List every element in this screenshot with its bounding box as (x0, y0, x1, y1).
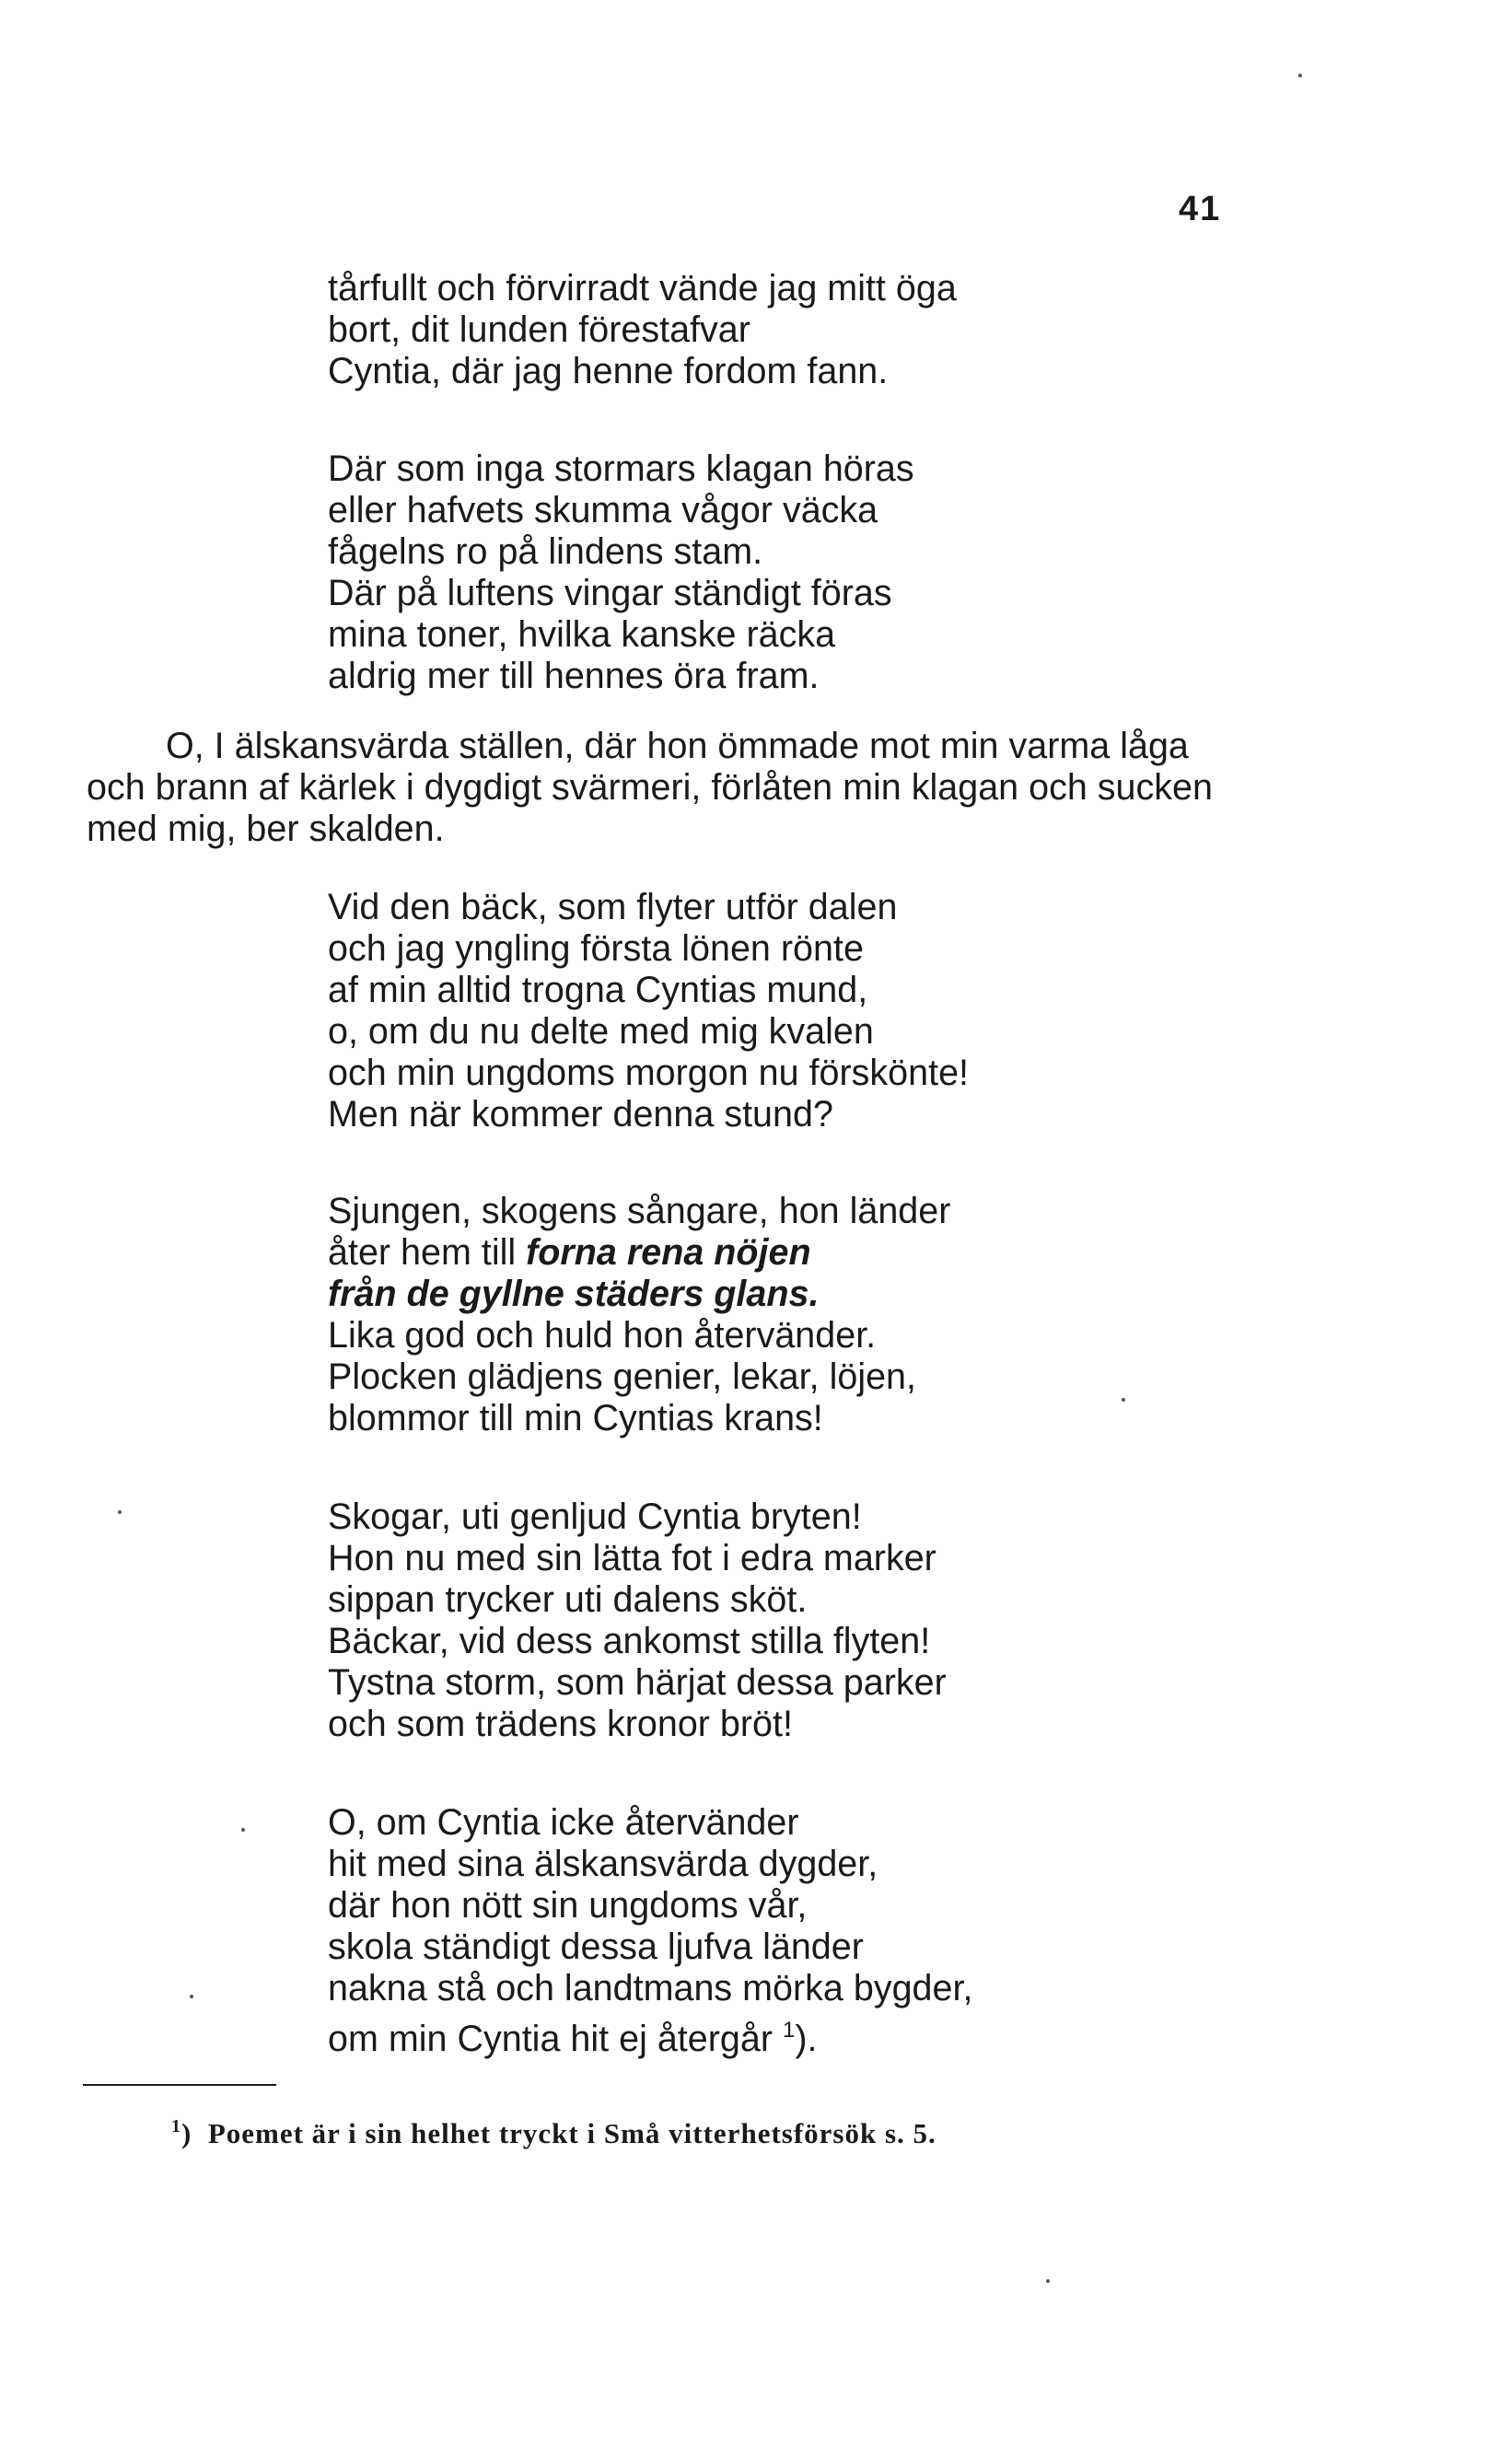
stanza-5 (328, 1496, 947, 1745)
verse-line: tårfullt och förvirradt vände jag mitt öga (328, 268, 957, 309)
scan-speck (1046, 2279, 1050, 2283)
verse-line: O, om Cyntia icke återvänder (328, 1802, 799, 1843)
verse-line: Tystna storm, som härjat dessa parker (328, 1662, 947, 1703)
verse-line: blommor till min Cyntias krans! (328, 1398, 823, 1438)
stanza-2 (328, 448, 914, 697)
verse-line: och jag yngling första lönen rönte (328, 928, 864, 969)
scan-speck (118, 1510, 122, 1514)
verse-line: Cyntia, där jag henne fordom fann. (328, 351, 889, 391)
verse-line: från de gyllne städers glans. (328, 1274, 820, 1314)
scan-speck (1122, 1398, 1125, 1402)
stanza-1 (328, 268, 957, 392)
verse-line: Plocken glädjens genier, lekar, löjen, (328, 1356, 917, 1397)
stanza-4 (328, 1191, 950, 1439)
verse-line: hit med sina älskansvärda dygder, (328, 1844, 878, 1884)
italic-phrase: forna rena nöjen (526, 1232, 811, 1273)
verse-line: Sjungen, skogens sångare, hon länder (328, 1191, 951, 1231)
scan-speck (1298, 74, 1302, 77)
verse-line (328, 2009, 972, 2059)
verse-line: Skogar, uti genljud Cyntia bryten! (328, 1496, 862, 1537)
verse-line: skola ständigt dessa ljufva länder (328, 1927, 864, 1967)
verse-line: o, om du nu delte med mig kvalen (328, 1011, 874, 1052)
verse-line: mina toner, hvilka kanske räcka (328, 614, 836, 655)
verse-line: och som trädens kronor bröt! (328, 1704, 793, 1744)
footnote-marker: 1 (171, 2116, 181, 2136)
verse-text: om min Cyntia hit ej återgår (328, 2019, 783, 2059)
prose-line: med mig, ber skalden. (87, 809, 445, 849)
verse-line: aldrig mer till hennes öra fram. (328, 656, 820, 696)
footnote-marker-close: ) (181, 2117, 192, 2149)
verse-text: åter hem till (328, 1232, 527, 1273)
prose-line: och brann af kärlek i dygdigt svärmeri, förlåten min klagan och sucken (87, 767, 1213, 808)
verse-line: där hon nött sin ungdoms vår, (328, 1885, 808, 1926)
footnote-reference[interactable]: 1 (782, 2018, 796, 2043)
footnote-text: Poemet är i sin helhet tryckt i Små vitterhetsförsök s. 5. (207, 2117, 936, 2149)
verse-line: Bäckar, vid dess ankomst stilla flyten! (328, 1621, 931, 1661)
prose-paragraph (87, 726, 1311, 850)
verse-line: nakna stå och landtmans mörka bygder, (328, 1968, 973, 2008)
verse-line: af min alltid trogna Cyntias mund, (328, 970, 868, 1010)
verse-line: Där som inga stormars klagan höras (328, 448, 914, 489)
page-number: 41 (1179, 190, 1222, 228)
verse-line: Men när kommer denna stund? (328, 1094, 833, 1135)
verse-line: fågelns ro på lindens stam. (328, 531, 763, 572)
verse-line: och min ungdoms morgon nu förskönte! (328, 1053, 970, 1093)
verse-line: Hon nu med sin lätta fot i edra marker (328, 1538, 936, 1578)
verse-text-end: ). (795, 2019, 818, 2059)
verse-line: eller hafvets skumma vågor väcka (328, 490, 878, 530)
scan-speck (241, 1828, 245, 1832)
stanza-3 (328, 887, 969, 1135)
footnote-divider (83, 2084, 276, 2086)
verse-line: Där på luftens vingar ständigt föras (328, 573, 892, 613)
scan-speck (190, 1995, 193, 1998)
verse-line: Lika god och huld hon återvänder. (328, 1315, 877, 1356)
footnote (171, 2116, 936, 2150)
verse-line: bort, dit lunden förestafvar (328, 309, 750, 350)
prose-line: O, I älskansvärda ställen, där hon ömmade mot min varma låga (166, 726, 1189, 766)
verse-line (328, 1232, 950, 1274)
verse-line: Vid den bäck, som flyter utför dalen (328, 887, 898, 927)
verse-line: sippan trycker uti dalens sköt. (328, 1579, 808, 1620)
stanza-6 (328, 1802, 973, 2059)
